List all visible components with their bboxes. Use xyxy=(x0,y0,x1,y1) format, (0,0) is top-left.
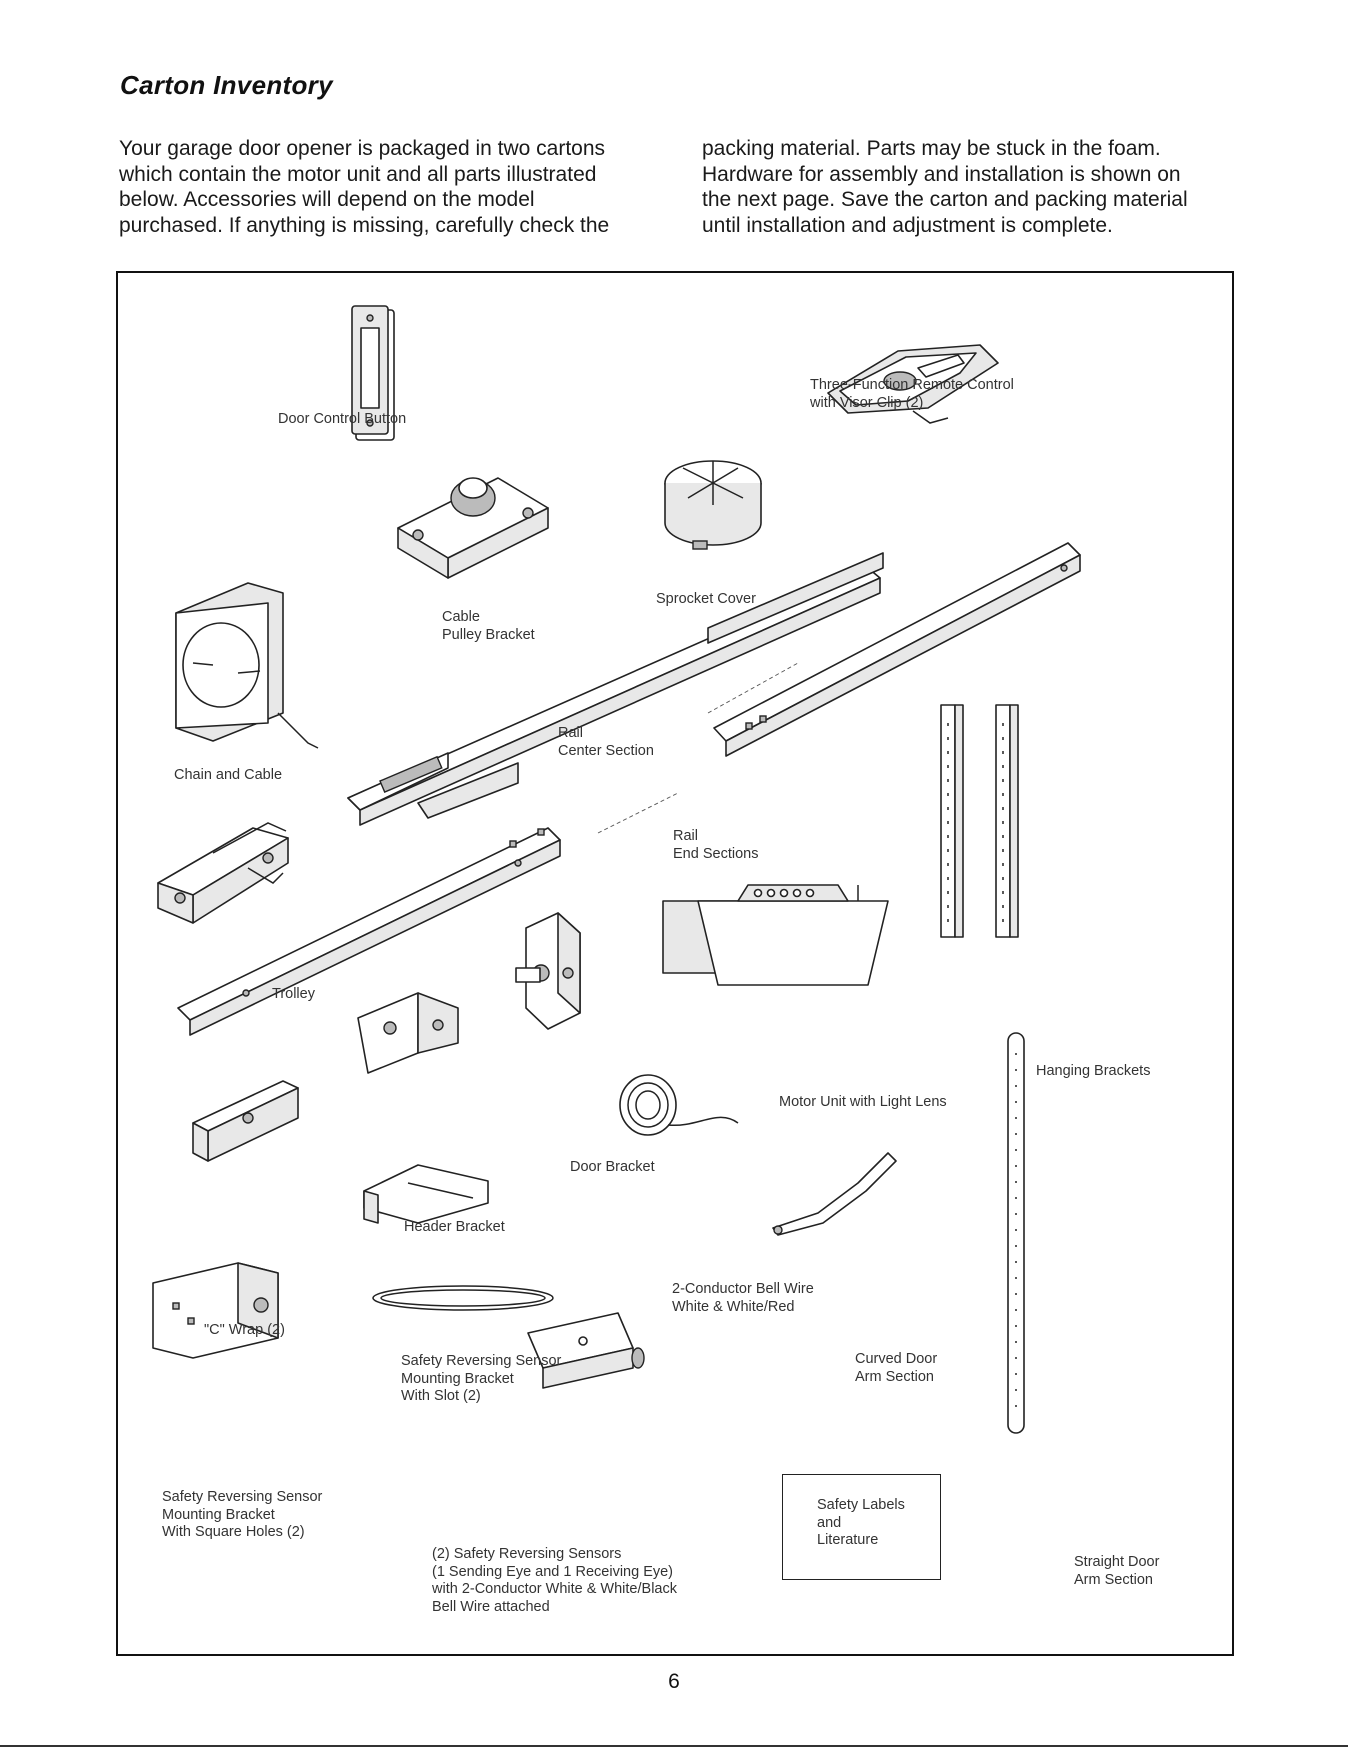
curved-door-arm-label: Curved Door Arm Section xyxy=(855,1351,938,1385)
trolley-drawing xyxy=(158,823,288,923)
rail-center-section-label: Rail Center Section xyxy=(558,725,654,759)
straight-door-arm-label: Straight Door Arm Section xyxy=(1074,1554,1160,1588)
parts-illustration-frame xyxy=(116,271,1234,1656)
curved-door-arm-drawing xyxy=(773,1153,896,1235)
trolley-label: Trolley xyxy=(272,986,315,1002)
safety-labels-label: Safety Labels and Literature xyxy=(817,1497,905,1548)
motor-unit-label: Motor Unit with Light Lens xyxy=(779,1094,947,1110)
straight-door-arm-drawing xyxy=(1008,1033,1024,1433)
page-title: Carton Inventory xyxy=(120,70,333,100)
chain-and-cable-drawing xyxy=(176,583,318,748)
door-bracket-drawing xyxy=(516,913,580,1029)
sprocket-cover-label: Sprocket Cover xyxy=(656,591,756,607)
sprocket-cover-drawing xyxy=(665,461,761,549)
door-control-button-label: Door Control Button xyxy=(278,411,407,427)
hanging-brackets-drawing xyxy=(941,705,1018,937)
c-wrap-label: "C" Wrap (2) xyxy=(204,1322,285,1338)
sensor-bracket-square-label: Safety Reversing Sensor Mounting Bracket With Square Holes (2) xyxy=(162,1489,323,1540)
safety-sensors-label: (2) Safety Reversing Sensors (1 Sending Eye and 1 Receiving Eye) with 2-Conductor White & White/Black Bell Wire attached xyxy=(432,1546,677,1615)
rail-end-sections-label: Rail End Sections xyxy=(673,828,759,862)
page-number: 6 xyxy=(668,1670,680,1693)
hanging-brackets-label: Hanging Brackets xyxy=(1036,1063,1151,1079)
bell-wire-drawing xyxy=(620,1075,738,1135)
sensor-bracket-square-drawing xyxy=(153,1263,278,1358)
motor-unit-drawing xyxy=(663,885,888,985)
header-bracket-label: Header Bracket xyxy=(404,1219,505,1235)
cable-pulley-bracket-label: Cable Pulley Bracket xyxy=(442,609,535,643)
sensor-bracket-slot-drawing xyxy=(364,1165,488,1223)
intro-text-right: packing material. Parts may be stuck in the foam. Hardware for assembly and installation is shown on the next page. Save the carton and packing material until installation and adjustment is complete. xyxy=(702,137,1188,237)
door-bracket-label: Door Bracket xyxy=(570,1159,655,1175)
bell-wire-label: 2-Conductor Bell Wire White & White/Red xyxy=(672,1281,814,1315)
cable-pulley-bracket-drawing xyxy=(398,478,548,578)
header-bracket-drawing xyxy=(358,993,458,1073)
intro-text-left: Your garage door opener is packaged in two cartons which contain the motor unit and all parts illustrated below. Accessories will depend on the model purchased. If anything is missing, carefully check the xyxy=(119,137,610,237)
c-wrap-drawing xyxy=(193,1081,298,1161)
parts-drawings xyxy=(118,273,1232,1654)
safety-labels-box xyxy=(782,1474,941,1580)
chain-and-cable-label: Chain and Cable xyxy=(174,767,283,783)
sensor-bracket-slot-label: Safety Reversing Sensor Mounting Bracket With Slot (2) xyxy=(401,1353,562,1404)
bottom-rule xyxy=(0,1745,1348,1747)
remote-control-label: Three-Function Remote Control with Visor Clip (2) xyxy=(810,377,1014,411)
rail-end-section-upper-drawing xyxy=(714,543,1080,756)
